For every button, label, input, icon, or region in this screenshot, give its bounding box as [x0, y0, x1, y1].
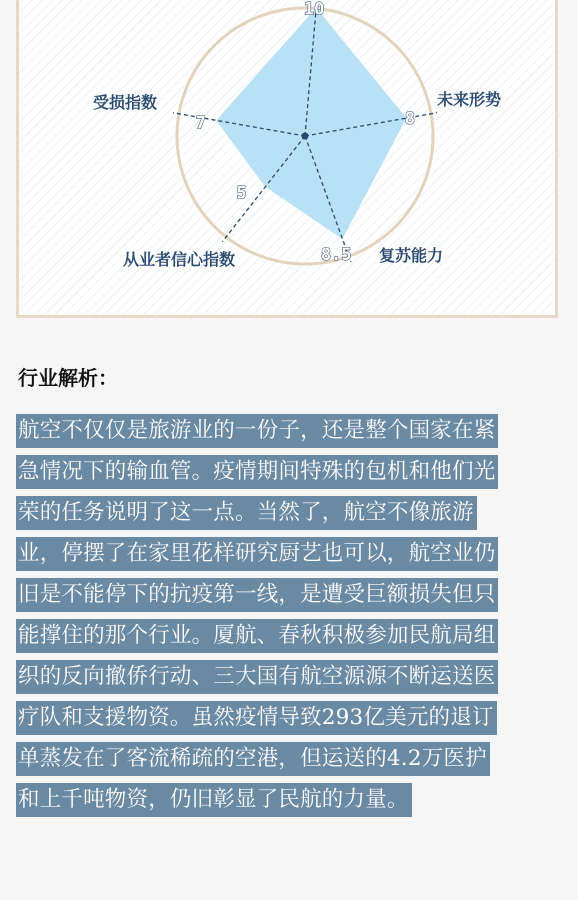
radar-value-label: 8 — [404, 109, 415, 130]
radar-axis-label: 从业者信心指数 — [122, 250, 236, 269]
paragraph-line: 荣的任务说明了这一点。当然了，航空不像旅游 — [16, 496, 477, 530]
section-title: 行业解析： — [18, 366, 118, 390]
radar-axis-label: 复苏能力 — [378, 246, 444, 265]
paragraph-line: 业，停摆了在家里花样研究厨艺也可以，航空业仍 — [16, 537, 498, 571]
analysis-paragraph — [16, 414, 556, 824]
radar-chart-card — [16, 0, 558, 318]
paragraph-line: 航空不仅仅是旅游业的一份子，还是整个国家在紧 — [16, 414, 498, 448]
radar-axis-label: 受损指数 — [92, 93, 158, 112]
radar-value-label: 8.5 — [320, 245, 352, 266]
radar-axis-label: 未来形势 — [436, 90, 502, 109]
paragraph-line: 疗队和支援物资。虽然疫情导致293亿美元的退订 — [16, 701, 497, 735]
paragraph-line: 旧是不能停下的抗疫第一线，是遭受巨额损失但只 — [16, 578, 498, 612]
paragraph-line: 织的反向撤侨行动、三大国有航空源源不断运送医 — [16, 660, 498, 694]
paragraph-line: 急情况下的输血管。疫情期间特殊的包机和他们光 — [16, 455, 498, 489]
paragraph-line: 和上千吨物资，仍旧彰显了民航的力量。 — [16, 783, 412, 817]
paragraph-line: 单蒸发在了客流稀疏的空港，但运送的4.2万医护 — [16, 742, 490, 776]
radar-value-label: 5 — [236, 183, 247, 204]
radar-value-label: 7 — [195, 113, 206, 134]
paragraph-line: 能撑住的那个行业。厦航、春秋积极参加民航局组 — [16, 619, 498, 653]
radar-chart — [19, 0, 561, 321]
radar-value-label: 10 — [303, 0, 325, 20]
radar-center-dot — [302, 133, 309, 140]
